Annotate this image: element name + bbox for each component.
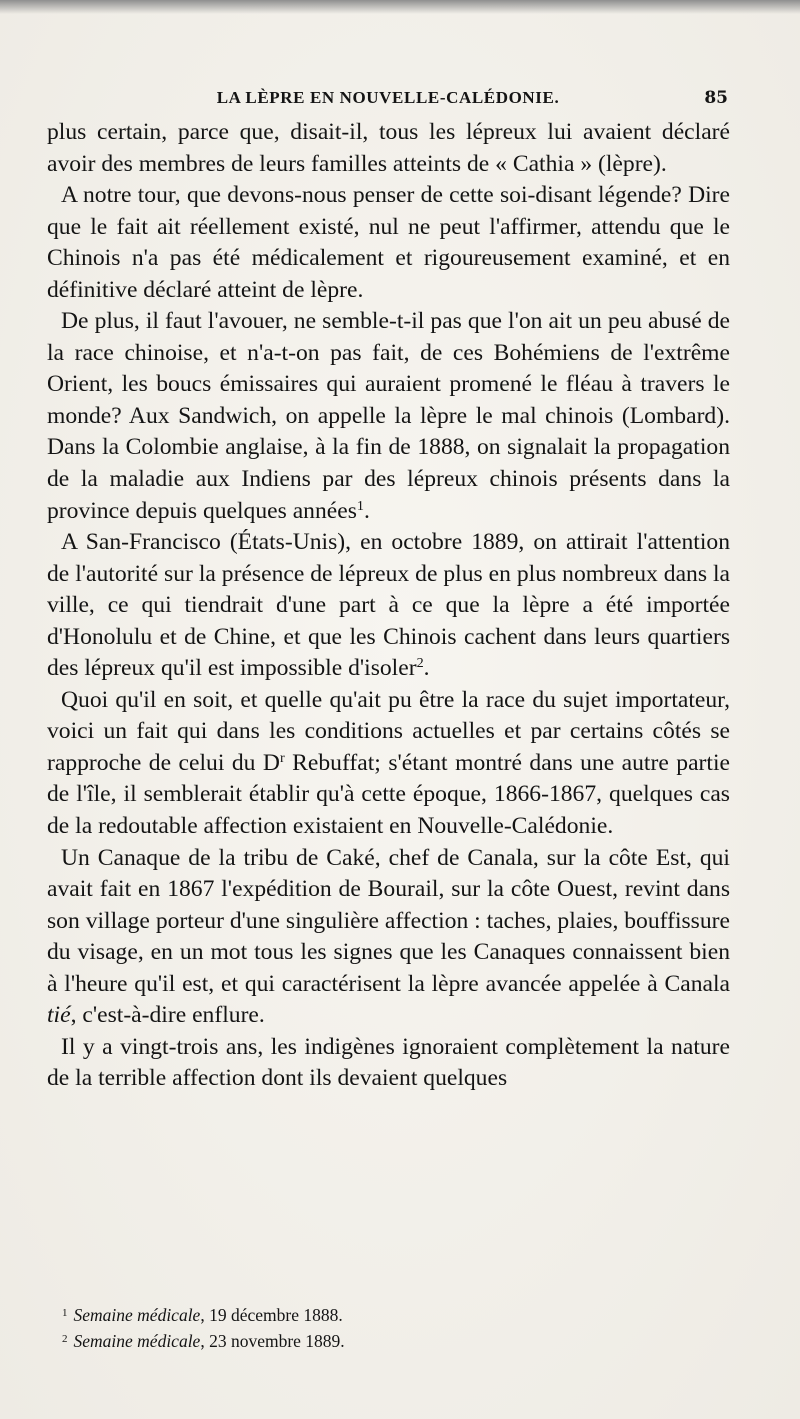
footnote-number: 1: [62, 1307, 68, 1319]
paragraph-text: Il y a vingt-trois ans, les indigènes ignoraient complètement la nature de la terrible affection dont ils devaient quelques: [47, 1033, 730, 1092]
paragraph-text: A San-Francisco (États-Unis), en octobre 1889, on attirait l'attention de l'autorité sur la présence de lépreux de plus en plus nombreux dans la ville, ce qui tiendrait d'une part à ce que la lèpre a été importée d'Honolulu et de Chine, et que les Chinois cachent dans leurs quartiers des lépreux qu'il est impossible d'isoler: [47, 529, 730, 682]
paragraph-text: A notre tour, que devons-nous penser de cette soi-disant légende? Dire que le fait ait réellement existé, nul ne peut l'affirmer, attendu que le Chinois n'a pas été médicalement et rigoureusement examiné, et en définitive déclaré atteint de lèpre.: [47, 182, 730, 303]
paragraph-3: [47, 306, 730, 527]
title-abbreviation-sup: r: [279, 750, 285, 767]
paragraph-text: Rebuffat; s'étant montré dans une autre partie de l'île, il semblerait établir qu'à cette époque, 1866-1867, quelques cas de la redoutable affection existaient en Nouvelle-Calédonie.: [47, 749, 730, 840]
paragraph-7: [47, 1032, 730, 1095]
paragraph-5: [47, 685, 730, 843]
running-head: [48, 86, 728, 110]
footnote-source: Semaine médicale: [73, 1305, 201, 1325]
paragraph-1: [47, 117, 730, 180]
paragraph-2: [47, 180, 730, 306]
body-text: [47, 117, 730, 1095]
footnote-date: , 19 décembre 1888.: [200, 1305, 343, 1325]
footnote-1: [62, 1301, 722, 1327]
footnote-ref-1: 1: [356, 497, 364, 514]
italic-term: tié: [47, 1002, 71, 1029]
footnote-ref-2: 2: [416, 655, 424, 672]
footnote-number: 2: [62, 1333, 68, 1345]
paragraph-end: .: [423, 655, 430, 682]
footnote-source: Semaine médicale: [73, 1331, 201, 1351]
footnote-2: [62, 1327, 722, 1353]
paragraph-text-start: Un Canaque de la tribu de Caké, chef de Canala, sur la côte Est, qui avait fait en 1867 l'expédition de Bourail, sur la côte Ouest, revint dans son village porteur d'une singulière affection : taches, plaies, bouffissure du visage, en un mot tous les signes que les Canaques connaissent bien à l'heure qu'il est, et qui caractérisent la lèpre avancée appelée à Canala: [47, 844, 730, 997]
paragraph-6: [47, 843, 730, 1032]
paragraph-text: , c'est-à-dire enflure.: [70, 1002, 265, 1029]
page-number: 85: [704, 88, 728, 108]
footnote-date: , 23 novembre 1889.: [200, 1331, 345, 1351]
running-title: LA LÈPRE EN NOUVELLE-CALÉDONIE.: [216, 88, 560, 107]
paragraph-end: .: [363, 497, 370, 524]
scan-edge-shadow: [0, 0, 800, 14]
paragraph-4: [47, 527, 730, 685]
paragraph-text: plus certain, parce que, disait-il, tous les lépreux lui avaient déclaré avoir des membres de leurs familles atteints de « Cathia » (lèpre).: [47, 119, 730, 177]
footnotes: [62, 1301, 722, 1353]
paragraph-text: De plus, il faut l'avouer, ne semble-t-il pas que l'on ait un peu abusé de la race chinoise, et n'a-t-on pas fait, de ces Bohémiens de l'extrême Orient, les boucs émissaires qui auraient promené le fléau à travers le monde? Aux Sandwich, on appelle la lèpre le mal chinois (Lombard). Dans la Colombie anglaise, à la fin de 1888, on signalait la propagation de la maladie aux Indiens par des lépreux chinois présents dans la province depuis quelques années: [47, 308, 730, 524]
paragraph-text-start: Quoi qu'il en soit, et quelle qu'ait pu être la race du sujet importateur, voici un fait qui dans les conditions actuelles et par certains côtés se rapproche de celui du D: [47, 686, 730, 776]
